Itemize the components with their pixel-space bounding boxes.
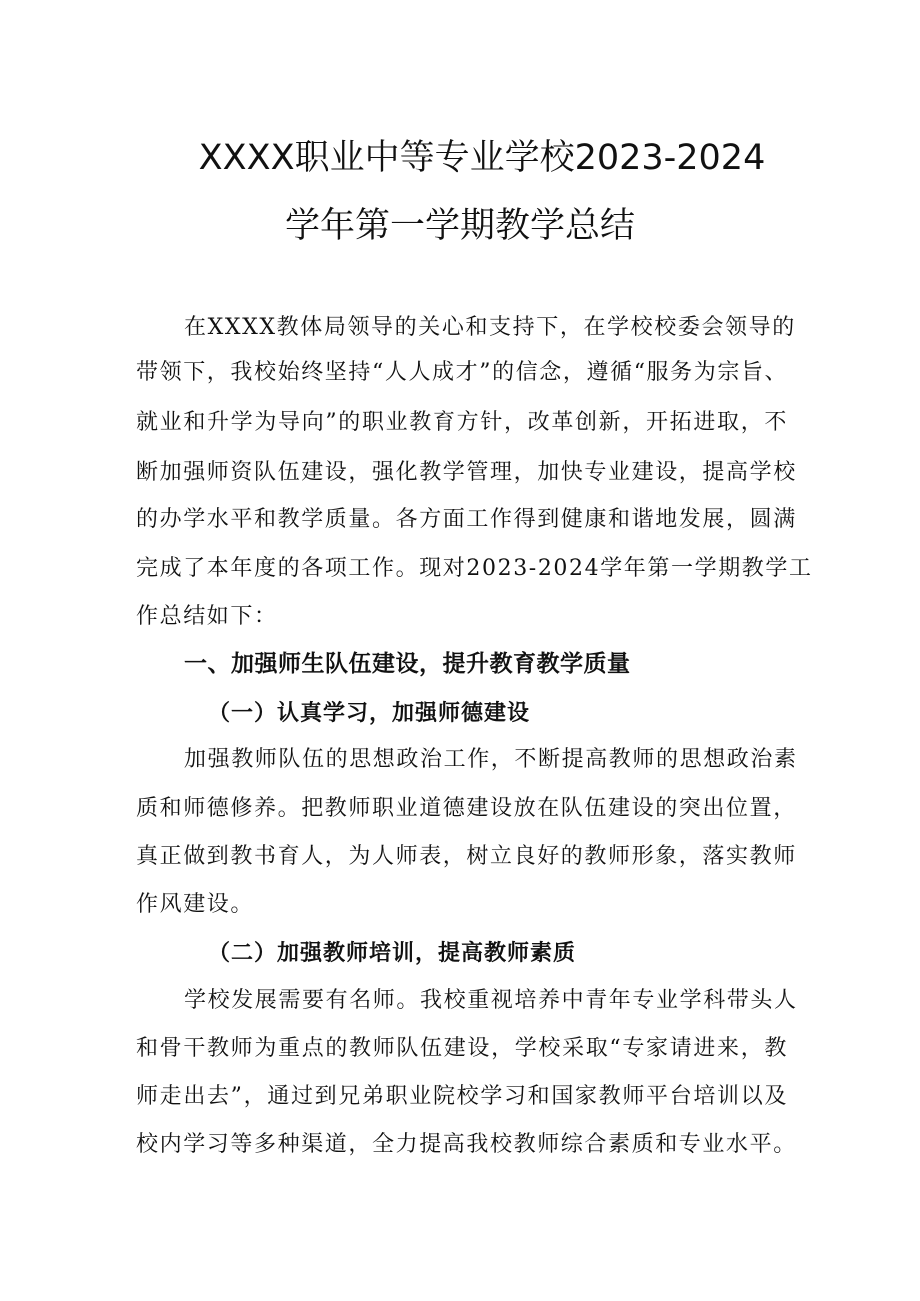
document-title-line-1: XXXX职业中等专业学校2023-2024: [198, 138, 766, 178]
intro-line: 在XXXX教体局领导的关心和支持下，在学校校委会领导的: [184, 315, 796, 340]
paragraph-line: 师走出去”，通过到兄弟职业院校学习和国家教师平台培训以及: [136, 1084, 788, 1109]
intro-line: 作总结如下：: [136, 604, 278, 629]
intro-line: 就业和升学为导向”的职业教育方针，改革创新，开拓进取，不: [136, 410, 788, 435]
intro-line: 带领下，我校始终坚持“人人成才”的信念，遵循“服务为宗旨、: [136, 360, 789, 385]
paragraph-line: 学校发展需要有名师。我校重视培养中青年专业学科带头人: [184, 988, 798, 1013]
section-heading: 一、加强师生队伍建设，提升教育教学质量: [184, 651, 631, 677]
paragraph-line: 作风建设。: [136, 892, 255, 917]
subsection-heading: （一）认真学习，加强师德建设: [208, 700, 531, 726]
intro-line: 断加强师资队伍建设，强化教学管理，加快专业建设，提高学校: [136, 460, 797, 485]
subsection-heading: （二）加强教师培训，提高教师素质: [208, 940, 577, 966]
paragraph-line: 和骨干教师为重点的教师队伍建设，学校采取“专家请进来，教: [136, 1036, 788, 1061]
paragraph-line: 校内学习等多种渠道，全力提高我校教师综合素质和专业水平。: [136, 1132, 797, 1157]
paragraph-line: 质和师德修养。把教师职业道德建设放在队伍建设的突出位置，: [136, 796, 797, 821]
paragraph-line: 加强教师队伍的思想政治工作，不断提高教师的思想政治素: [184, 747, 798, 772]
intro-line: 的办学水平和教学质量。各方面工作得到健康和谐地发展，圆满: [136, 507, 797, 532]
paragraph-line: 真正做到教书育人，为人师表，树立良好的教师形象，落实教师: [136, 844, 797, 869]
document-title-line-2: 学年第一学期教学总结: [284, 206, 635, 246]
intro-line: 完成了本年度的各项工作。现对2023-2024学年第一学期教学工: [136, 556, 813, 581]
